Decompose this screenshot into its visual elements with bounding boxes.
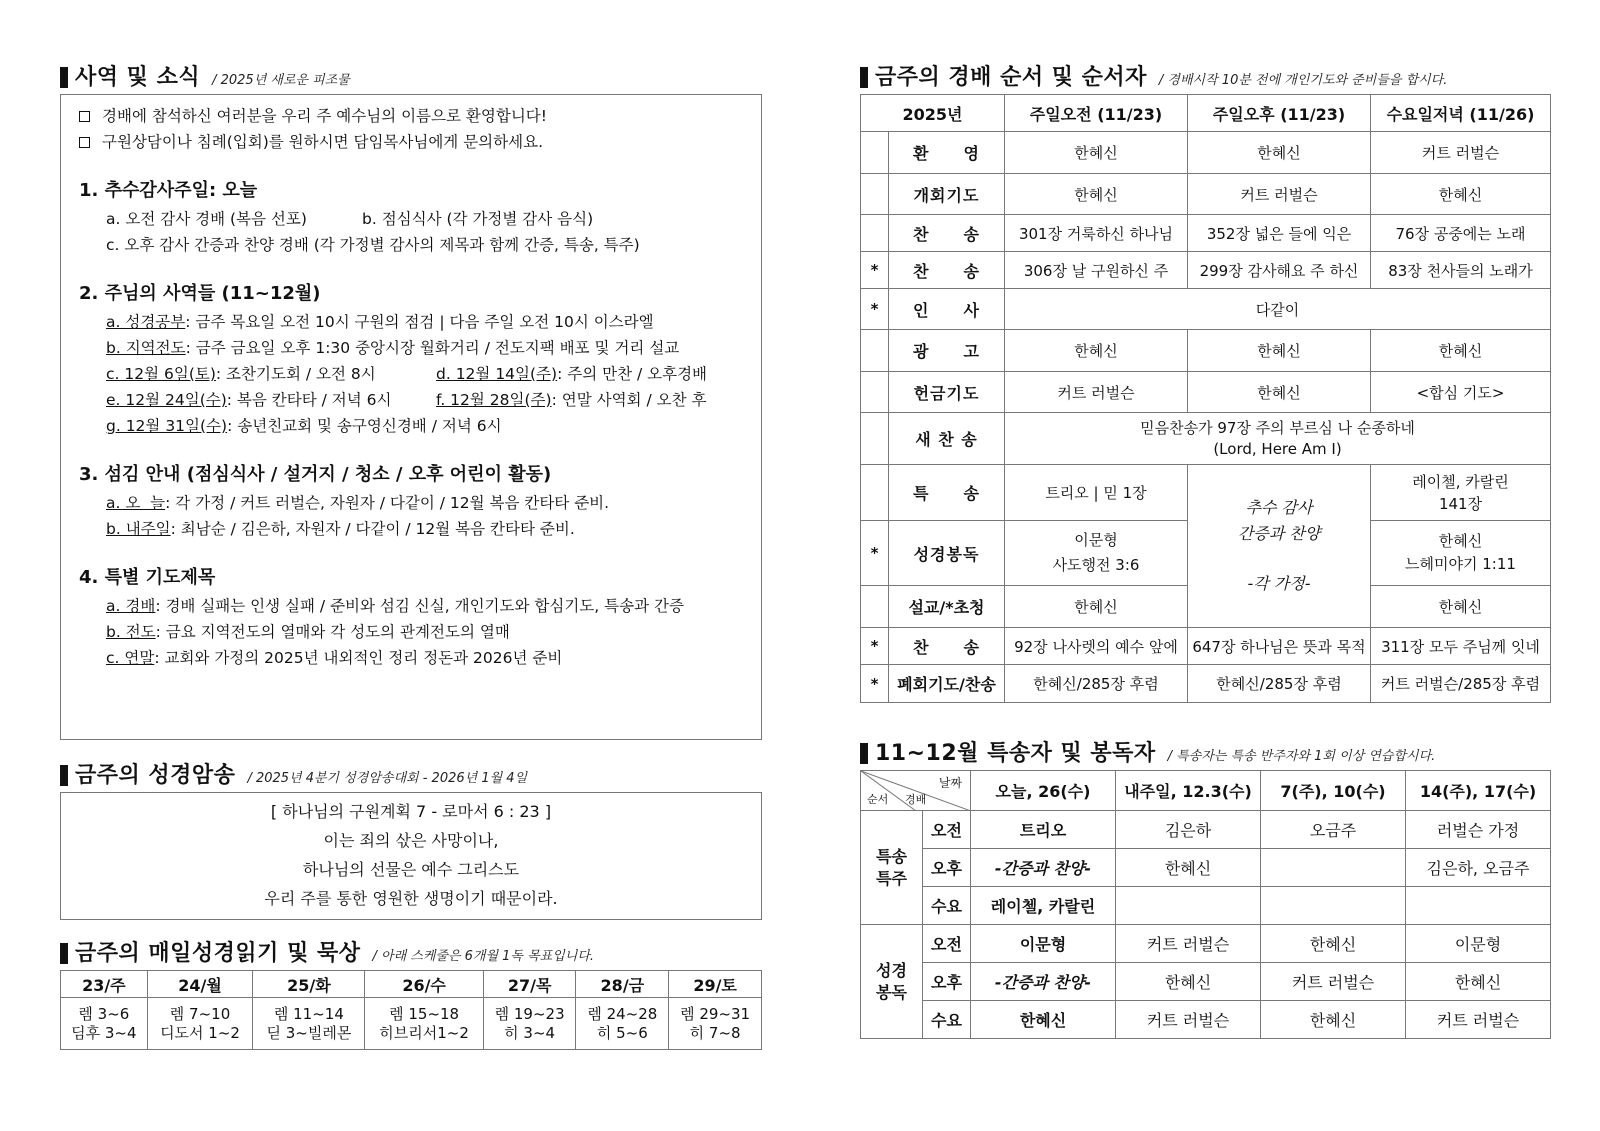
order-cell: 한혜신	[1005, 330, 1188, 372]
star-empty	[861, 465, 889, 521]
order-cell: 647장 하나님은 뜻과 목적	[1188, 628, 1371, 665]
memory-title: 금주의 성경암송	[75, 763, 236, 788]
item-text: : 금주 목요일 오전 10시 구원의 점검 | 다음 주일 오전 10시 이스라엘	[185, 313, 654, 331]
order-header-wed: 수요일저녁 (11/26)	[1371, 95, 1551, 132]
role-label: 환 영	[889, 132, 1005, 174]
order-row-hymn3	[861, 628, 1551, 665]
order-cell-merged: 다같이	[1005, 289, 1551, 330]
order-cell: 83장 천사들의 노래가	[1371, 252, 1551, 289]
service-label: 오후	[923, 849, 971, 887]
schedule-row	[861, 849, 1551, 887]
reading-line: 딤후 3~4	[71, 1023, 137, 1042]
reading-header-row	[61, 971, 762, 998]
schedule-cell: 한혜신	[1261, 1001, 1406, 1039]
thanksgiving-b: b. 점심식사 (각 가정별 감사 음식)	[362, 210, 594, 228]
order-cell	[1371, 521, 1551, 586]
role-label: 찬 송	[889, 215, 1005, 252]
memory-verse-box	[60, 792, 762, 920]
schedule-row	[861, 925, 1551, 963]
pm-merged-line: 추수 감사	[1245, 498, 1313, 517]
thanksgiving-a: a. 오전 감사 경배 (복음 선포)	[106, 210, 307, 228]
schedule-cell: -간증과 찬양-	[971, 963, 1116, 1001]
cell-line: 한혜신	[1438, 532, 1483, 550]
reading-line: 렘 19~23	[494, 1004, 565, 1023]
ministry-subtitle: / 2025년 새로운 피조물	[212, 73, 350, 88]
schedule-cell: 커트 러벌슨	[1406, 1001, 1551, 1039]
service-label: 오전	[923, 925, 971, 963]
verse-line: 이는 죄의 삯은 사망이나,	[323, 831, 499, 850]
item-text: : 조찬기도회 / 오전 8시	[215, 365, 376, 383]
memory-subtitle: / 2025년 4분기 성경암송대회 - 2026년 1월 4일	[247, 771, 528, 786]
order-row-offering	[861, 372, 1551, 413]
schedule-title: 11~12월 특송자 및 봉독자	[875, 741, 1156, 766]
ministry-item-cd	[79, 361, 747, 387]
memory-section-title	[60, 758, 762, 792]
order-cell: 한혜신	[1188, 330, 1371, 372]
group-line: 성경	[876, 960, 907, 980]
cell-line: 사도행전 3:6	[1052, 556, 1140, 574]
reading-day: 25/화	[253, 971, 365, 998]
group-line: 봉독	[876, 982, 907, 1002]
schedule-cell: 김은하, 오금주	[1406, 849, 1551, 887]
reading-line: 렘 29~31	[680, 1004, 751, 1023]
prayer-heading: 4. 특별 기도제목	[79, 567, 216, 588]
role-label: 개회기도	[889, 174, 1005, 215]
pm-merged-line: -각 가정-	[1247, 574, 1311, 593]
cell-line: 느헤미야기 1:11	[1405, 555, 1516, 573]
item-text: : 복음 칸타타 / 저녁 6시	[226, 391, 392, 409]
ministry-item-b	[79, 335, 747, 361]
schedule-cell: 이문형	[971, 925, 1116, 963]
reading-title: 금주의 매일성경읽기 및 묵상	[75, 941, 361, 966]
order-header-year: 2025년	[861, 95, 1005, 132]
order-row-notice	[861, 330, 1551, 372]
reading-day: 29/토	[669, 971, 762, 998]
thanksgiving-ab	[79, 206, 747, 232]
order-cell: 트리오 | 믿 1장	[1005, 465, 1188, 521]
star-empty	[861, 413, 889, 465]
verse-line: 하나님의 선물은 예수 그리스도	[302, 860, 520, 879]
pm-merged-line: 간증과 찬양	[1237, 524, 1321, 543]
schedule-cell: 러벌슨 가정	[1406, 811, 1551, 849]
service-label: 오후	[923, 963, 971, 1001]
schedule-cell: 이문형	[1406, 925, 1551, 963]
role-label: 헌금기도	[889, 372, 1005, 413]
contact-text: 구원상담이나 침례(입회)를 원하시면 담임목사님에게 문의하세요.	[102, 133, 544, 151]
star-mark: *	[861, 628, 889, 665]
star-empty	[861, 215, 889, 252]
item-text: : 교회와 가정의 2025년 내외적인 정리 정돈과 2026년 준비	[154, 649, 563, 667]
reading-cell	[669, 998, 762, 1050]
corner-service-label: 경배	[905, 793, 927, 806]
schedule-row	[861, 811, 1551, 849]
item-label: b. 전도	[106, 623, 156, 641]
order-cell: 커트 러벌슨	[1005, 372, 1188, 413]
star-empty	[861, 372, 889, 413]
thanksgiving-heading: 1. 추수감사주일: 오늘	[79, 180, 258, 201]
schedule-cell: 한혜신	[971, 1001, 1116, 1039]
left-column	[60, 60, 762, 1050]
spacer	[1188, 547, 1370, 571]
order-cell: 한혜신	[1005, 174, 1188, 215]
ministry-section-title	[60, 60, 762, 94]
reading-cell	[483, 998, 576, 1050]
ministry-item-a	[79, 309, 747, 335]
contact-line	[79, 129, 747, 155]
schedule-cell	[1261, 849, 1406, 887]
order-cell: 한혜신	[1005, 586, 1188, 628]
item-label: a. 오 늘	[106, 494, 166, 512]
reading-day: 26/수	[365, 971, 483, 998]
role-label: 설교/*초청	[889, 586, 1005, 628]
schedule-cell: 커트 러벌슨	[1261, 963, 1406, 1001]
reading-day: 24/월	[147, 971, 253, 998]
schedule-cell: 한혜신	[1406, 963, 1551, 1001]
order-header-row	[861, 95, 1551, 132]
ministry-item-ef	[79, 387, 747, 413]
role-label: 특 송	[889, 465, 1005, 521]
group-line: 특주	[876, 868, 907, 888]
star-mark: *	[861, 289, 889, 330]
order-cell: 한혜신	[1371, 174, 1551, 215]
schedule-cell: 트리오	[971, 811, 1116, 849]
schedule-cell: 커트 러벌슨	[1116, 925, 1261, 963]
item-text: : 경배 실패는 인생 실패 / 준비와 섬김 신실, 개인기도와 합심기도, 특송과 간증	[155, 597, 684, 615]
ministry-title: 사역 및 소식	[75, 65, 201, 90]
order-row-new-hymn	[861, 413, 1551, 465]
star-empty	[861, 586, 889, 628]
item-text: : 연말 사역회 / 오찬 후	[551, 391, 707, 409]
item-label: e. 12월 24일(수)	[106, 391, 227, 409]
prayer-item-c	[79, 645, 747, 671]
order-cell: 한혜신/285장 후렴	[1005, 665, 1188, 703]
checkbox-square-icon	[79, 137, 90, 148]
order-cell: 한혜신	[1188, 132, 1371, 174]
schedule-section-title	[860, 736, 1551, 770]
order-header-am: 주일오전 (11/23)	[1005, 95, 1188, 132]
item-label: c. 12월 6일(토)	[106, 365, 216, 383]
role-label: 폐회기도/찬송	[889, 665, 1005, 703]
reading-row	[61, 998, 762, 1050]
schedule-row	[861, 963, 1551, 1001]
order-cell: 299장 감사해요 주 하신	[1188, 252, 1371, 289]
right-column	[860, 60, 1551, 1039]
item-text: : 송년친교회 및 송구영신경배 / 저녁 6시	[227, 417, 502, 435]
order-subtitle: / 경배시작 10분 전에 개인기도와 준비들을 합시다.	[1158, 73, 1448, 88]
order-cell: 한혜신	[1371, 586, 1551, 628]
item-text: : 최남순 / 김은하, 자원자 / 다같이 / 12월 복음 칸타타 준비.	[170, 520, 575, 538]
order-cell: 301장 거룩하신 하나님	[1005, 215, 1188, 252]
item-label: a. 성경공부	[106, 313, 186, 331]
item-label: f. 12월 28일(주)	[436, 391, 552, 409]
order-cell-pm-merged	[1188, 465, 1371, 628]
role-label: 광 고	[889, 330, 1005, 372]
schedule-cell: -간증과 찬양-	[971, 849, 1116, 887]
schedule-row	[861, 1001, 1551, 1039]
reading-cell	[61, 998, 148, 1050]
reading-line: 히 7~8	[689, 1023, 741, 1042]
schedule-cell: 한혜신	[1116, 963, 1261, 1001]
serving-item-b	[79, 516, 747, 542]
reading-cell	[576, 998, 669, 1050]
service-label: 오전	[923, 811, 971, 849]
prayer-item-b	[79, 619, 747, 645]
worship-order-table	[860, 94, 1551, 703]
role-label: 인 사	[889, 289, 1005, 330]
schedule-cell: 한혜신	[1261, 925, 1406, 963]
order-cell: 76장 공중에는 노래	[1371, 215, 1551, 252]
item-label: c. 연말	[106, 649, 155, 667]
star-empty	[861, 132, 889, 174]
schedule-cell: 김은하	[1116, 811, 1261, 849]
reading-line: 히브리서1~2	[379, 1023, 469, 1042]
ministry-item-e	[106, 387, 436, 413]
star-mark: *	[861, 521, 889, 586]
reading-cell	[253, 998, 365, 1050]
reading-cell	[147, 998, 253, 1050]
section-bar-icon	[860, 743, 868, 764]
order-row-special	[861, 465, 1551, 521]
order-section-title	[860, 60, 1551, 94]
verse-reference: [ 하나님의 구원계획 7 - 로마서 6 : 23 ]	[270, 802, 552, 821]
cell-line: 141장	[1438, 494, 1483, 513]
schedule-corner-cell	[861, 771, 971, 811]
order-cell	[1371, 465, 1551, 521]
star-mark: *	[861, 665, 889, 703]
item-label: b. 내주일	[106, 520, 171, 538]
ministry-item-f	[436, 387, 706, 413]
section-bar-icon	[860, 67, 868, 88]
schedule-cell: 오금주	[1261, 811, 1406, 849]
reading-table	[60, 970, 762, 1050]
reading-line: 렘 24~28	[587, 1004, 658, 1023]
order-cell: 한혜신/285장 후렴	[1188, 665, 1371, 703]
item-label: d. 12월 14일(주)	[436, 365, 558, 383]
order-row-greeting	[861, 289, 1551, 330]
corner-date-label: 날짜	[938, 776, 962, 790]
reading-line: 히 5~6	[596, 1023, 648, 1042]
service-label: 수요	[923, 887, 971, 925]
schedule-cell: 커트 러벌슨	[1116, 1001, 1261, 1039]
schedule-cell	[1406, 887, 1551, 925]
ministry-news-box	[60, 94, 762, 740]
schedule-header: 7(주), 10(수)	[1261, 771, 1406, 811]
ministries-heading: 2. 주님의 사역들 (11~12월)	[79, 283, 321, 304]
reading-line: 히 3~4	[504, 1023, 556, 1042]
ministry-item-c	[106, 361, 436, 387]
new-hymn-line: (Lord, Here Am I)	[1213, 439, 1342, 458]
order-row-hymn2	[861, 252, 1551, 289]
reading-line: 렘 7~10	[169, 1004, 231, 1023]
cell-line: 이문형	[1074, 531, 1118, 549]
star-empty	[861, 330, 889, 372]
schedule-header: 오늘, 26(수)	[971, 771, 1116, 811]
reading-line: 렘 15~18	[389, 1004, 460, 1023]
schedule-row	[861, 887, 1551, 925]
order-cell: 92장 나사렛의 예수 앞에	[1005, 628, 1188, 665]
item-text: : 주의 만찬 / 오후경배	[557, 365, 708, 383]
reading-day: 28/금	[576, 971, 669, 998]
reading-line: 디도서 1~2	[160, 1023, 240, 1042]
section-bar-icon	[60, 943, 68, 964]
item-label: b. 지역전도	[106, 339, 186, 357]
welcome-line	[79, 103, 747, 129]
ministry-item-g	[79, 413, 747, 439]
role-label: 새 찬 송	[889, 413, 1005, 465]
order-header-pm: 주일오후 (11/23)	[1188, 95, 1371, 132]
schedule-cell	[1261, 887, 1406, 925]
item-text: : 금요 지역전도의 열매와 각 성도의 관계전도의 열매	[155, 623, 510, 641]
order-cell: 한혜신	[1371, 330, 1551, 372]
new-hymn-line: 믿음찬송가 97장 주의 부르심 나 순종하네	[1140, 418, 1415, 437]
serving-item-a	[79, 490, 747, 516]
order-cell: <합심 기도>	[1371, 372, 1551, 413]
order-row-welcome	[861, 132, 1551, 174]
order-cell: 352장 넓은 들에 익은	[1188, 215, 1371, 252]
serving-heading: 3. 섬김 안내 (점심식사 / 설거지 / 청소 / 오후 어린이 활동)	[79, 464, 552, 485]
checkbox-square-icon	[79, 111, 90, 122]
ministry-item-d	[436, 361, 707, 387]
thanksgiving-c: c. 오후 감사 간증과 찬양 경배 (각 가정별 감사의 제목과 함께 간증, 특송, 특주)	[106, 236, 640, 254]
special-schedule-table	[860, 770, 1551, 1039]
reading-day: 23/주	[61, 971, 148, 998]
welcome-text: 경배에 참석하신 여러분을 우리 주 예수님의 이름으로 환영합니다!	[102, 107, 547, 125]
cell-line: 레이첼, 카랄린	[1412, 472, 1509, 491]
role-label: 성경봉독	[889, 521, 1005, 586]
order-cell: 커트 러벌슨	[1371, 132, 1551, 174]
schedule-header: 14(주), 17(수)	[1406, 771, 1551, 811]
role-label: 찬 송	[889, 628, 1005, 665]
order-row-hymn1	[861, 215, 1551, 252]
order-cell: 커트 러벌슨	[1188, 174, 1371, 215]
schedule-group-special	[861, 811, 923, 925]
star-empty	[861, 174, 889, 215]
reading-subtitle: / 아래 스케줄은 6개월 1독 목표입니다.	[372, 949, 595, 964]
order-cell: 커트 러벌슨/285장 후렴	[1371, 665, 1551, 703]
star-mark: *	[861, 252, 889, 289]
service-label: 수요	[923, 1001, 971, 1039]
item-label: g. 12월 31일(수)	[106, 417, 228, 435]
order-cell-merged	[1005, 413, 1551, 465]
item-text: : 금주 금요일 오후 1:30 중앙시장 월화거리 / 전도지팩 배포 및 거리 설교	[185, 339, 680, 357]
verse-line: 우리 주를 통한 영원한 생명이기 때문이라.	[264, 889, 558, 908]
schedule-header: 내주일, 12.3(수)	[1116, 771, 1261, 811]
item-label: a. 경배	[106, 597, 156, 615]
schedule-header-row	[861, 771, 1551, 811]
order-cell	[1005, 521, 1188, 586]
section-bar-icon	[60, 67, 68, 88]
reading-day: 27/목	[483, 971, 576, 998]
order-cell: 한혜신	[1188, 372, 1371, 413]
schedule-subtitle: / 특송자는 특송 반주자와 1회 이상 연습합시다.	[1167, 749, 1436, 764]
reading-cell	[365, 998, 483, 1050]
order-row-closing	[861, 665, 1551, 703]
schedule-cell	[1116, 887, 1261, 925]
section-bar-icon	[60, 765, 68, 786]
schedule-cell: 레이첼, 카랄린	[971, 887, 1116, 925]
prayer-item-a	[79, 593, 747, 619]
order-cell: 311장 모두 주님께 잇네	[1371, 628, 1551, 665]
reading-line: 딛 3~빌레몬	[266, 1023, 352, 1042]
corner-order-label: 순서	[867, 793, 889, 806]
schedule-group-reading	[861, 925, 923, 1039]
reading-line: 렘 3~6	[78, 1004, 130, 1023]
schedule-cell: 한혜신	[1116, 849, 1261, 887]
role-label: 찬 송	[889, 252, 1005, 289]
reading-line: 렘 11~14	[273, 1004, 344, 1023]
group-line: 특송	[876, 846, 907, 866]
order-cell: 한혜신	[1005, 132, 1188, 174]
order-row-open-prayer	[861, 174, 1551, 215]
item-text: : 각 가정 / 커트 러벌슨, 자원자 / 다같이 / 12월 복음 칸타타 준비.	[165, 494, 610, 512]
order-cell: 306장 날 구원하신 주	[1005, 252, 1188, 289]
reading-section-title	[60, 936, 762, 970]
order-title: 금주의 경배 순서 및 순서자	[875, 65, 1147, 90]
